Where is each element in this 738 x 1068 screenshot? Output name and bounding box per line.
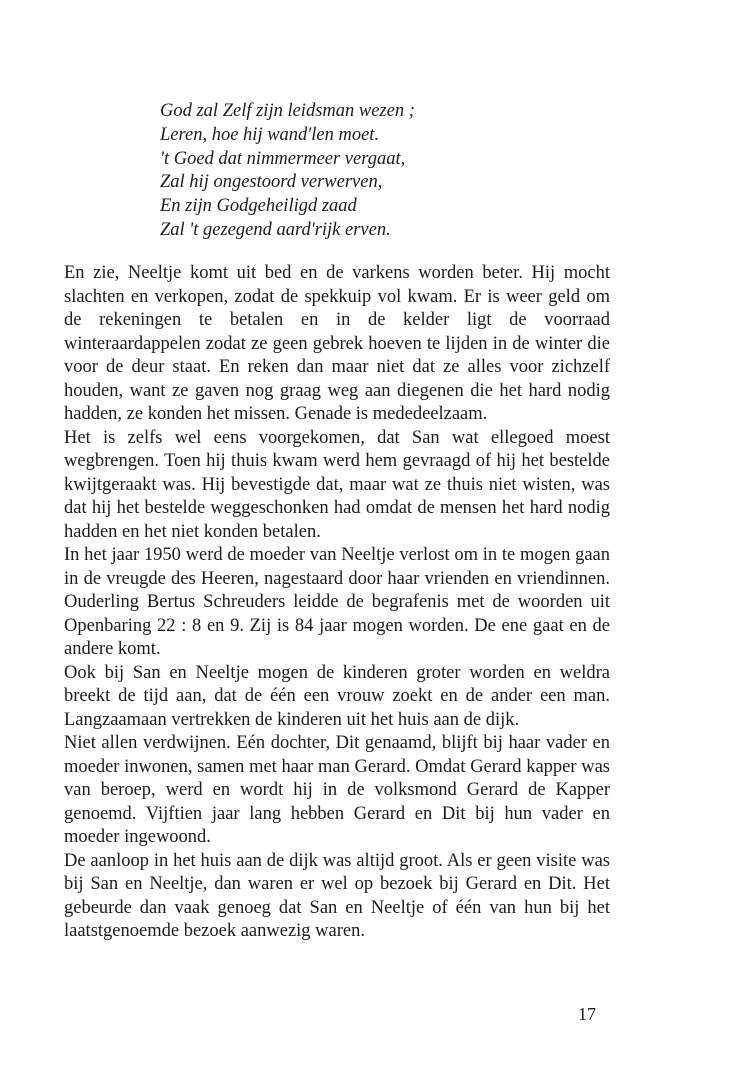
poem-line: Zal hij ongestoord verwerven, [160, 172, 383, 193]
poem-stanza [160, 100, 560, 243]
page-number: 17 [578, 1004, 596, 1024]
poem-line: Zal 't gezegend aard'rijk erven. [160, 219, 391, 240]
paragraph: De aanloop in het huis aan de dijk was altijd groot. Als er geen visite was bij San en Neeltje, dan waren er wel op bezoek bij Gerard en Dit. Het gebeurde dan vaak genoeg dat San en Neeltje of één van hun bij het laatstgenoemde bezoek aanwezig waren. [64, 850, 610, 941]
paragraph: In het jaar 1950 werd de moeder van Neeltje verlost om in te mogen gaan in de vreugde des Heeren, nagestaard door haar vrienden en vriendinnen. Ouderling Bertus Schreuders leidde de begrafenis met de woorden uit Openbaring 22 : 8 en 9. Zij is 84 jaar mogen worden. De ene gaat en de andere komt. [64, 545, 610, 659]
paragraph: Ook bij San en Neeltje mogen de kinderen groter worden en weldra breekt de tijd aan, dat de één een vrouw zoekt en de ander een man. Langzaamaan vertrekken de kinderen uit het huis aan de dijk. [64, 662, 610, 730]
paragraph: En zie, Neeltje komt uit bed en de varkens worden beter. Hij mocht slachten en verkopen, zodat de spekkuip vol kwam. Er is weer geld om de rekeningen te betalen en in de kelder ligt de voorraad winteraardappelen zodat ze geen gebrek hoeven te lijden in de winter die voor de deur staat. En reken dan maar niet dat ze alles voor zichzelf houden, want ze gaven nog graag weg aan diegenen die het hard nodig hadden, ze konden het missen. Genade is mededeelzaam. [64, 263, 610, 424]
poem-line: 't Goed dat nimmermeer vergaat, [160, 148, 406, 169]
paragraph: Niet allen verdwijnen. Eén dochter, Dit genaamd, blijft bij haar vader en moeder inwonen, samen met haar man Gerard. Omdat Gerard kapper was van beroep, werd en wordt hij in de volksmond Gerard de Kapper genoemd. Vijftien jaar lang hebben Gerard en Dit bij hun vader en moeder ingewoond. [64, 733, 610, 847]
poem-line: En zijn Godgeheiligd zaad [160, 196, 357, 217]
body-text [64, 262, 610, 944]
poem-line: Leren, hoe hij wand'len moet. [160, 124, 380, 145]
paragraph: Het is zelfs wel eens voorgekomen, dat San wat ellegoed moest wegbrengen. Toen hij thuis kwam werd hem gevraagd of hij het bestelde kwijtgeraakt was. Hij bevestigde dat, maar wat ze thuis niet wisten, was dat hij het bestelde weggeschonken had omdat de mensen het hard nodig hadden en het niet konden betalen. [64, 427, 610, 542]
poem-line: God zal Zelf zijn leidsman wezen ; [160, 101, 415, 121]
